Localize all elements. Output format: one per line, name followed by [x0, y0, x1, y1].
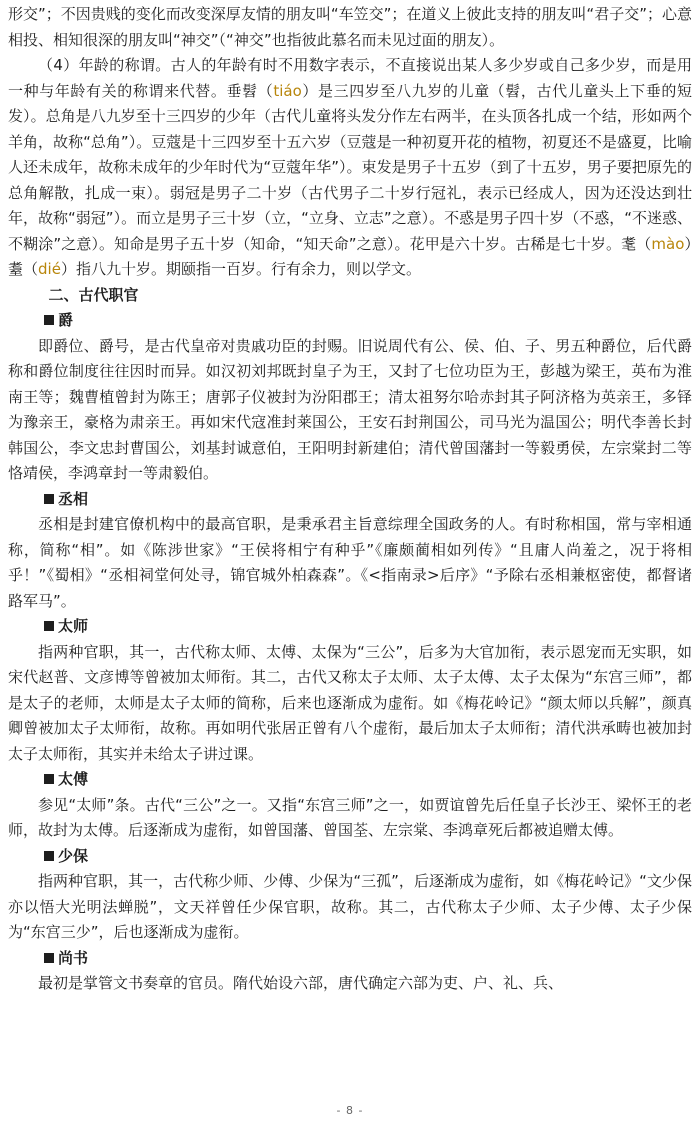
term-heading — [8, 767, 692, 793]
term-label: 太傅 — [58, 770, 89, 788]
intro-paragraph: 形交”；不因贵贱的变化而改变深厚友情的朋友叫“车笠交”；在道义上彼此支持的朋友叫“君子交”；心意相投、相知很深的朋友叫“神交”（“神交”也指彼此慕名而未见过面的朋友）。 — [8, 5, 692, 49]
term-label: 尚书 — [58, 948, 89, 967]
pinyin-mao: mào — [651, 234, 685, 253]
term-heading — [8, 946, 692, 972]
page-number: - 8 - — [336, 1104, 364, 1117]
age-paragraph — [8, 53, 692, 283]
age-text-2: ）是三四岁至八九岁的儿童（髫，古代儿童头上下垂的短发）。总角是八九岁至十三四岁的少年（古代儿童将头发分作左右两半，在头顶各扎成一个结，形如两个羊角，故称“总角”）。豆蔻是十三四岁至十五六岁（豆蔻是一种初夏开花的植物，初夏还不是盛夏，比喻人还未成年，故称未成年的少年时代为“豆蔻年华”）。束发是男子十五岁（到了十五岁，男子要把原先的总角解散，扎成一束）。弱冠是男子二十岁（古代男子二十岁行冠礼，表示已经成人，因为还没达到壮年，故称“弱冠”）。而立是男子三十岁（立，“立身、立志”之意）。不惑是男子四十岁（不惑，“不迷惑、不糊涂”之意）。知命是男子五十岁（知命，“知天命”之意）。花甲是六十岁。古稀是七十岁。耄（ — [8, 81, 692, 253]
term-paragraph: 丞相是封建官僚机构中的最高官职，是秉承君主旨意综理全国政务的人。有时称相国，常与宰相通称，简称“相”。如《陈涉世家》“王侯将相宁有种乎”《廉颇蔺相如列传》“且庸人尚羞之，况于将相乎！”《蜀相》“丞相祠堂何处寻，锦官城外柏森森”。《<指南录>后序》“予除右丞相兼枢密使，都督诸路军马”。 — [8, 515, 692, 610]
age-text-3: ）耋（ — [8, 234, 692, 278]
term-label: 少保 — [58, 846, 89, 865]
pinyin-die: dié — [38, 260, 61, 278]
term-paragraph: 即爵位、爵号，是古代皇帝对贵戚功臣的封赐。旧说周代有公、侯、伯、子、男五种爵位，后代爵称和爵位制度往往因时而异。如汉初刘邦既封皇子为王，又封了七位功臣为王，彭越为梁王，英布为淮南王等；魏曹植曾封为陈王；唐郭子仪被封为汾阳郡王；清太祖努尔哈赤封其子阿济格为英亲王，多铎为豫亲王，豪格为肃亲王。再如宋代寇准封莱国公，王安石封荆国公，司马光为温国公；明代李善长封韩国公，李文忠封曹国公，刘基封诚意伯，王阳明封新建伯；清代曾国藩封一等毅勇侯，左宗棠封二等恪靖侯，李鸿章封一等肃毅伯。 — [8, 336, 692, 482]
section-title: 二、古代职官 — [48, 285, 139, 304]
term-heading — [8, 308, 692, 334]
term-paragraph: 最初是掌管文书奏章的官员。隋代始设六部，唐代确定六部为吏、户、礼、兵、 — [38, 974, 564, 992]
age-text-1: （4）年龄的称谓。古人的年龄有时不用数字表示，不直接说出某人多少岁或自己多少岁，而是用一种与年龄有关的称谓来代替。垂髫（ — [8, 56, 692, 100]
term-paragraph: 指两种官职，其一，古代称少师、少傅、少保为“三孤”，后逐渐成为虚衔，如《梅花岭记》“文少保亦以悟大光明法蝉脱”，文天祥曾任少保官职，故称。其二，古代称太子少师、太子少傅、太子少保为“东宫三少”，后也逐渐成为虚衔。 — [8, 872, 692, 941]
square-bullet-icon — [44, 774, 54, 784]
square-bullet-icon — [44, 494, 54, 504]
square-bullet-icon — [44, 315, 54, 325]
square-bullet-icon — [44, 851, 54, 861]
term-label: 太师 — [58, 617, 89, 635]
age-text-4: ）指八九十岁。期颐指一百岁。行有余力，则以学文。 — [60, 260, 421, 278]
term-label: 丞相 — [58, 489, 89, 508]
pinyin-tiao: tiáo — [273, 81, 302, 100]
term-heading — [8, 844, 692, 870]
term-paragraph: 指两种官职，其一，古代称太师、太傅、太保为“三公”，后多为大官加衔，表示恩宠而无实职，如宋代赵普、文彦博等曾被加太师衔。其二，古代又称太子太师、太子太傅、太子太保为“东宫三师”，都是太子的老师，太师是太子太师的简称，后来也逐渐成为虚衔。如《梅花岭记》“颜太师以兵解”，颜真卿曾被加太子太师衔，故称。再如明代张居正曾有八个虚衔，最后加太子太师衔；清代洪承畴也被加封太子太师衔，其实并未给太子讲过课。 — [8, 642, 692, 763]
square-bullet-icon — [44, 621, 54, 631]
square-bullet-icon — [44, 953, 54, 963]
term-paragraph: 参见“太师”条。古代“三公”之一。又指“东宫三师”之一，如贾谊曾先后任皇子长沙王、梁怀王的老师，故封为太傅。后逐渐成为虚衔，如曾国藩、曾国荃、左宗棠、李鸿章死后都被追赠太傅。 — [8, 795, 692, 839]
term-label: 爵 — [58, 311, 74, 329]
term-heading — [8, 614, 692, 640]
term-heading — [8, 487, 692, 513]
